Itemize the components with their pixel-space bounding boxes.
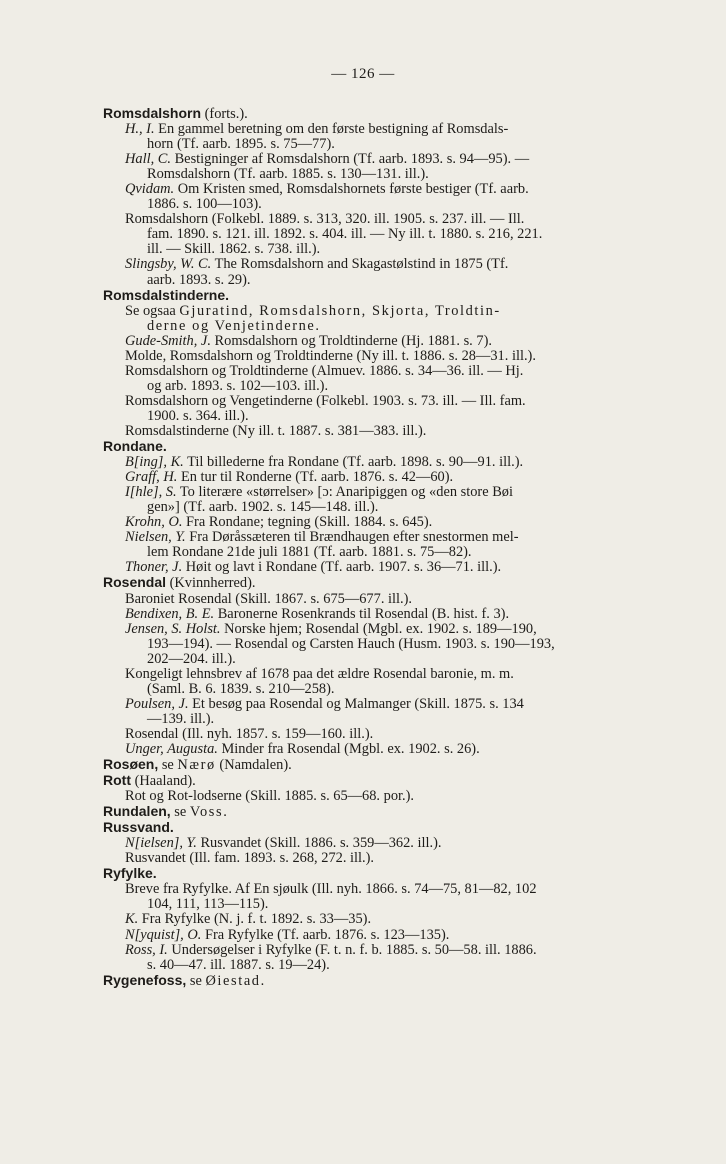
citation-author: Bendixen, B. E. xyxy=(125,605,215,622)
citation-line xyxy=(103,742,665,757)
citation-line xyxy=(103,424,665,439)
citation-text: Romsdalstinderne (Ny ill. t. 1887. s. 381—383. ill.). xyxy=(125,422,427,439)
entry-heading xyxy=(103,773,665,789)
citation-text: Til billederne fra Rondane (Tf. aarb. 1898. s. 90—91. ill.). xyxy=(183,454,524,471)
citation-continuation xyxy=(103,637,665,652)
citation-text: 193—194). — Rosendal og Carsten Hauch (Husm. 1903. s. 190—193, xyxy=(147,635,555,652)
citation-author: Qvidam. xyxy=(125,181,175,198)
citation-text: lem Rondane 21de juli 1881 (Tf. aarb. 1881. s. 75—82). xyxy=(147,544,472,561)
citation-author: Slingsby, W. C. xyxy=(125,256,212,273)
citation-text: Et besøg paa Rosendal og Malmanger (Skill. 1875. s. 134 xyxy=(188,695,524,712)
citation-line xyxy=(103,212,665,227)
citation-line xyxy=(103,667,665,682)
citation-line xyxy=(103,560,665,575)
citation-line xyxy=(103,607,665,622)
entry-heading xyxy=(103,820,665,836)
citation-author: Poulsen, J. xyxy=(125,695,189,712)
citation-text: Bestigninger af Romsdalshorn (Tf. aarb. 1893. s. 94—95). — xyxy=(170,151,530,168)
citation-text: Baronerne Rosenkrands til Rosendal (B. hist. f. 3). xyxy=(214,605,510,622)
citation-continuation xyxy=(103,167,665,182)
see-targets: derne og Venjetinderne. xyxy=(147,317,321,334)
citation-line xyxy=(103,912,665,927)
citation-line xyxy=(103,622,665,637)
entry-heading xyxy=(103,288,665,304)
citation-text: fam. 1890. s. 121. ill. 1892. s. 404. ill. — Ny ill. t. 1880. s. 216, 221. xyxy=(147,226,543,243)
citation-text: Norske hjem; Rosendal (Mgbl. ex. 1902. s. 189—190, xyxy=(220,620,537,637)
citation-author: Ross, I. xyxy=(125,941,168,958)
heading-term: Rott xyxy=(103,772,131,789)
citation-author: Jensen, S. Holst. xyxy=(125,620,221,637)
citation-text: s. 40—47. ill. 1887. s. 19—24). xyxy=(147,956,330,973)
citation-author: N[ielsen], Y. xyxy=(125,835,197,852)
citation-text: Høit og lavt i Rondane (Tf. aarb. 1907. s. 36—71. ill.). xyxy=(182,559,502,576)
citation-author: Krohn, O. xyxy=(125,514,183,531)
citation-line xyxy=(103,515,665,530)
citation-text: —139. ill.). xyxy=(147,710,215,727)
see-target: Nærø xyxy=(177,757,216,774)
citation-continuation xyxy=(103,409,665,424)
citation-text: Fra Døråssæteren til Brændhaugen efter snestormen mel- xyxy=(185,529,519,546)
citation-line xyxy=(103,592,665,607)
citation-continuation xyxy=(103,242,665,257)
citation-continuation xyxy=(103,897,665,912)
citation-author: I[hle], S. xyxy=(125,484,177,501)
citation-text: Rusvandet (Skill. 1886. s. 359—362. ill.). xyxy=(196,835,442,852)
citation-text: Baroniet Rosendal (Skill. 1867. s. 675—677. ill.). xyxy=(125,590,412,607)
heading-term: Rygenefoss, xyxy=(103,971,187,988)
citation-author: Nielsen, Y. xyxy=(125,529,186,546)
citation-author: Hall, C. xyxy=(125,151,171,168)
citation-author: K. xyxy=(125,911,139,928)
citation-text: gen»] (Tf. aarb. 1902. s. 145—148. ill.). xyxy=(147,499,379,516)
citation-continuation xyxy=(103,958,665,973)
citation-text: Om Kristen smed, Romsdalshornets første bestiger (Tf. aarb. xyxy=(174,181,529,198)
see-targets: Gjuratind, Romsdalshorn, Skjorta, Troldtin- xyxy=(179,302,501,319)
entry-heading xyxy=(103,575,665,591)
citation-continuation xyxy=(103,500,665,515)
citation-text: Rot og Rot-lodserne (Skill. 1885. s. 65—68. por.). xyxy=(125,788,415,805)
heading-note: (Kvinnherred). xyxy=(166,575,256,592)
citation-text: Romsdalshorn (Folkebl. 1889. s. 313, 320. ill. 1905. s. 237. ill. — Ill. xyxy=(125,211,525,228)
heading-term: Romsdalshorn xyxy=(103,105,202,121)
see-also-line xyxy=(103,319,665,334)
citation-continuation xyxy=(103,273,665,288)
entry-heading xyxy=(103,866,665,882)
citation-text: Minder fra Rosendal (Mgbl. ex. 1902. s. 26). xyxy=(217,740,480,757)
entry-heading-cross-reference xyxy=(103,757,665,773)
citation-text: Fra Ryfylke (N. j. f. t. 1892. s. 33—35). xyxy=(138,911,372,928)
citation-text: Romsdalshorn og Troldtinderne (Hj. 1881. s. 7). xyxy=(210,332,492,349)
citation-line xyxy=(103,152,665,167)
citation-author: H., I. xyxy=(125,121,155,138)
citation-author: Unger, Augusta. xyxy=(125,740,218,757)
citation-continuation xyxy=(103,712,665,727)
citation-line xyxy=(103,349,665,364)
citation-text: Kongeligt lehnsbrev af 1678 paa det ældre Rosendal baronie, m. m. xyxy=(125,665,514,682)
citation-line xyxy=(103,334,665,349)
citation-line xyxy=(103,727,665,742)
citation-text: aarb. 1893. s. 29). xyxy=(147,271,251,288)
citation-text: (Saml. B. 6. 1839. s. 210—258). xyxy=(147,680,335,697)
see-label: se xyxy=(186,972,206,989)
citation-line xyxy=(103,394,665,409)
citation-continuation xyxy=(103,379,665,394)
citation-author: B[ing], K. xyxy=(125,454,184,471)
citation-line xyxy=(103,455,665,470)
citation-text: En gammel beretning om den første bestigning af Romsdals- xyxy=(154,121,509,138)
citation-text: Romsdalshorn og Vengetinderne (Folkebl. 1903. s. 73. ill. — Ill. fam. xyxy=(125,392,526,409)
citation-line xyxy=(103,530,665,545)
see-label: se xyxy=(158,757,178,774)
citation-line xyxy=(103,697,665,712)
citation-text: Breve fra Ryfylke. Af En sjøulk (Ill. nyh. 1866. s. 74—75, 81—82, 102 xyxy=(125,881,537,898)
heading-term: Rosendal xyxy=(103,574,167,591)
citation-author: Thoner, J. xyxy=(125,559,183,576)
citation-text: Rosendal (Ill. nyh. 1857. s. 159—160. ill.). xyxy=(125,725,374,742)
citation-text: 202—204. ill.). xyxy=(147,650,236,667)
heading-term: Rundalen, xyxy=(103,803,171,820)
bibliography-list xyxy=(103,106,665,989)
entry-heading-cross-reference xyxy=(103,804,665,820)
citation-author: Graff, H. xyxy=(125,469,178,486)
citation-text: To literære «størrelser» [ɔ: Anaripiggen og «den store Bøi xyxy=(176,484,513,501)
citation-line xyxy=(103,789,665,804)
citation-text: En tur til Ronderne (Tf. aarb. 1876. s. 42—60). xyxy=(177,469,454,486)
citation-line xyxy=(103,882,665,897)
citation-text: Molde, Romsdalshorn og Troldtinderne (Ny ill. t. 1886. s. 28—31. ill.). xyxy=(125,347,536,364)
citation-line xyxy=(103,836,665,851)
citation-continuation xyxy=(103,137,665,152)
citation-continuation xyxy=(103,682,665,697)
citation-text: Undersøgelser i Ryfylke (F. t. n. f. b. 1885. s. 50—58. ill. 1886. xyxy=(167,941,537,958)
citation-continuation xyxy=(103,227,665,242)
citation-text: Romsdalshorn (Tf. aarb. 1885. s. 130—131. ill.). xyxy=(147,166,429,183)
heading-note: (Haaland). xyxy=(131,773,196,790)
see-label: se xyxy=(170,804,190,821)
citation-text: 1886. s. 100—103). xyxy=(147,196,262,213)
citation-line xyxy=(103,364,665,379)
citation-author: N[yquist], O. xyxy=(125,926,202,943)
citation-continuation xyxy=(103,545,665,560)
citation-text: Fra Ryfylke (Tf. aarb. 1876. s. 123—135). xyxy=(201,926,450,943)
citation-text: 1900. s. 364. ill.). xyxy=(147,407,249,424)
citation-line xyxy=(103,122,665,137)
citation-line xyxy=(103,257,665,272)
citation-text: horn (Tf. aarb. 1895. s. 75—77). xyxy=(147,136,335,153)
see-target: Øiestad. xyxy=(205,972,266,989)
citation-text: The Romsdalshorn and Skagastølstind in 1875 (Tf. xyxy=(211,256,509,273)
heading-term: Ryfylke. xyxy=(103,865,157,882)
citation-text: 104, 111, 113—115). xyxy=(147,896,269,913)
see-target: Voss. xyxy=(189,804,229,821)
citation-line xyxy=(103,182,665,197)
citation-text: Fra Rondane; tegning (Skill. 1884. s. 645). xyxy=(182,514,433,531)
page-number: — 126 — xyxy=(331,66,395,82)
heading-term: Russvand. xyxy=(103,819,174,836)
citation-author: Gude-Smith, J. xyxy=(125,332,211,349)
citation-continuation xyxy=(103,652,665,667)
heading-term: Romsdalstinderne. xyxy=(103,286,230,303)
heading-note: (forts.). xyxy=(201,106,248,122)
citation-line xyxy=(103,928,665,943)
citation-line xyxy=(103,943,665,958)
see-note: (Namdalen). xyxy=(215,757,292,774)
citation-line xyxy=(103,851,665,866)
citation-line xyxy=(103,470,665,485)
see-label: Se ogsaa xyxy=(125,302,180,319)
see-also-line xyxy=(103,304,665,319)
citation-text: Rusvandet (Ill. fam. 1893. s. 268, 272. ill.). xyxy=(125,850,375,867)
heading-term: Rondane. xyxy=(103,438,167,455)
citation-text: Romsdalshorn og Troldtinderne (Almuev. 1886. s. 34—36. ill. — Hj. xyxy=(125,362,524,379)
heading-term: Rosøen, xyxy=(103,756,159,773)
citation-text: og arb. 1893. s. 102—103. ill.). xyxy=(147,377,329,394)
entry-heading xyxy=(103,106,665,122)
entry-heading-cross-reference xyxy=(103,973,665,989)
entry-heading xyxy=(103,439,665,455)
citation-line xyxy=(103,485,665,500)
citation-text: ill. — Skill. 1862. s. 738. ill.). xyxy=(147,241,321,258)
citation-continuation xyxy=(103,197,665,212)
